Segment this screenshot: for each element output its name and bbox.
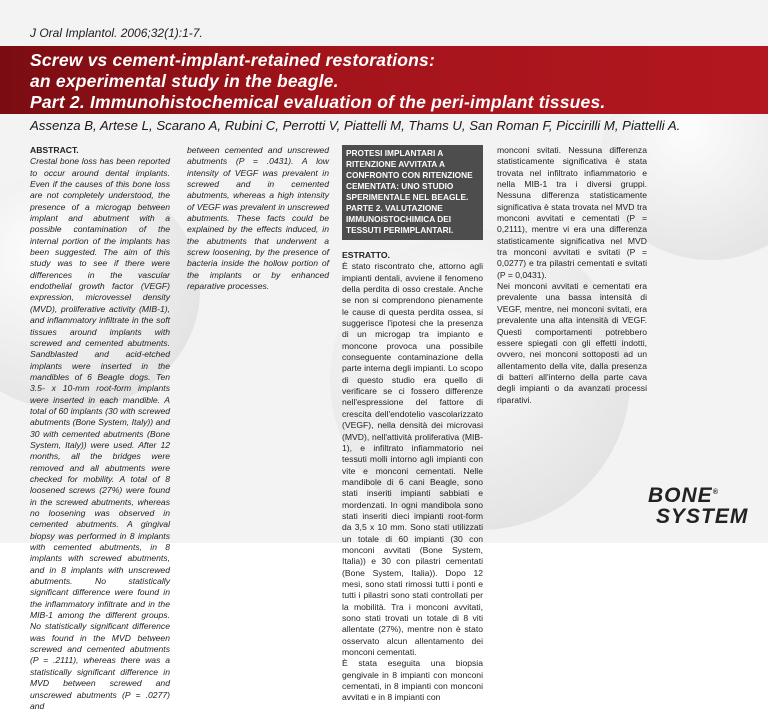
registered-mark: ® [712, 489, 719, 496]
article-title-line-3: Part 2. Immunohistochemical evaluation of the peri-implant tissues. [30, 92, 606, 112]
abstract-heading: ABSTRACT. [30, 145, 79, 155]
italian-title-box: PROTESI IMPLANTARI A RITENZIONE AVVITATA A CONFRONTO CON RITENZIONE CEMENTATA: UNO STUDIO SPERIMENTALE NEL BEAGLE. PARTE 2. VALUTAZIONE IMMUNOISTOCHIMICA DEI TESSUTI PERIMPLANTARI. [342, 145, 483, 240]
abstract-column-2 [187, 145, 329, 292]
italian-column-1 [342, 145, 483, 704]
italian-heading: ESTRATTO. [342, 250, 390, 260]
italian-column-2 [497, 145, 647, 406]
italian-paragraph-1: È stato riscontrato che, attorno agli impianti dentali, avviene il fenomeno della perdita di osso crestale. Anche se non si comprendono pienamente le cause di questa perdita ossea, si suggerisce l'ipotesi che la presenza di un microgap tra impianto e moncone provoca una possibile conseguente contaminazione della parte interna degli impianti. Lo scopo di questo studio era quello di verificare se ci fossero differenze nell'espressione del fattore di crescita dell'endotelio vascolarizzato (VEGF), nella densità dei microvasi (MVD), nell'attività proliferativa (MIB-1), e infiltrato infiammatorio nei tessuti molli intorno agli impianti con vite e monconi cementati. Nelle mandibole di 6 cani Beagle, sono stati inseriti impianti sabbiati e mordenzati. In ogni mandibola sono stati inseriti dieci impianti root-form da 3,5 x 10 mm. Sono stati utilizzati un totale di 60 impianti (30 con monconi avvitati (Bone System, Italia)) e 30 con pilastri cementati (Bone System, Italia)). Dopo 12 mesi, sono stati rimossi tutti i ponti e tutti i pilastri sono stati controllati per la mobilità. Tra i monconi avvitati, sono stati trovati un totale di 8 viti allentate (27%), mentre non è stato osservato alcun allentamento dei monconi cementati. [342, 261, 483, 658]
article-title-line-1: Screw vs cement-implant-retained restorations: [30, 50, 436, 70]
abstract-column-1 [30, 145, 170, 712]
abstract-text-1: Crestal bone loss has been reported to occur around dental implants. Even if the causes of this bone loss are not completely understood, the presence of a microgap between implant and abutment with a possible contamination of the internal portion of the implants has been suggested. The aim of this study was to see if there were differences in the vascular endothelial growth factor (VEGF) expression, microvessel density (MVD), proliferative activity (MIB-1), and inflammatory infiltrate in the soft tissues around implants with screwed and cemented abutments. Sandblasted and acid-etched implants were inserted in the mandibles of 6 Beagle dogs. Ten 3.5- x 10-mm root-form implants were inserted in each mandible. A total of 60 implants (30 with screwed abutments (Bone System, Italy)) and 30 with cemented abutments (Bone System, Italy)) were used. After 12 months, all the bridges were removed and all abutments were checked for mobility. A total of 8 loosened screws (27%) were found in the screwed abutments, whereas no loosening was observed in cemented abutments. A gingival biopsy was performed in 8 implants with cemented abutments, in 8 implants with screwed abutments, and in 8 implants with unscrewed abutments. No statistically significant difference were found in the inflammatory infiltrate and in the MIB-1 among the different groups. No statistically significant difference was found in the MVD between screwed and cemented abutments (P = .2111), whereas there was a statistically significant difference in MVD between screwed and unscrewed abutments (P = .0277) and [30, 156, 170, 711]
author-list: Assenza B, Artese L, Scarano A, Rubini C, Perrotti V, Piattelli M, Thams U, San Roman F, Piccirilli M, Piattelli A. [30, 118, 681, 133]
article-title-line-2: an experimental study in the beagle. [30, 71, 339, 91]
logo-word-bone: BONE [648, 484, 713, 507]
title-band [0, 46, 768, 114]
logo-word-system: SYSTEM [656, 505, 749, 528]
abstract-text-2: between cemented and unscrewed abutments (P = .0431). A low intensity of VEGF was prevalent in screwed and in cemented abutments, whereas a high intensity of VEGF was prevalent in unscrewed abutments. These facts could be explained by the effects induced, in the abutments that underwent a screw loosening, by the presence of bacteria inside the hollow portion of the implants or by enhanced reparative processes. [187, 145, 329, 292]
italian-paragraph-3: monconi svitati. Nessuna differenza statisticamente significativa è stata trovata nel infiltrato infiammatorio e nella MIB-1 tra i diversi gruppi. Nessuna differenza statisticamente significativa è stata trovata nel MVD tra monconi avvitati e cementati (P = 0,2111), mentre vi era una differenza statisticamente significativa nel MVD tra monconi avvitati e svitati (P = 0,0277) e tra pilastri cementati e svitati (P = 0,0431). [497, 145, 647, 280]
italian-paragraph-2: È stata eseguita una biopsia gengivale in 8 impianti con monconi cementati, in 8 impianti con monconi avvitati e in 8 impianti con [342, 658, 483, 703]
bone-system-logo [648, 482, 749, 530]
italian-paragraph-4: Nei monconi avvitati e cementati era prevalente una bassa intensità di VEGF, mentre, nei monconi svitati, era prevalente una alta intensità di VEGF. Questi comportamenti potrebbero essere spiegati con gli effetti indotti, ovvero, nei monconi sottoposti ad un allentamento della vite, dalla presenza di batteri all'interno della parte cava degli impianti o da avanzati processi riparativi. [497, 281, 647, 405]
journal-citation: J Oral Implantol. 2006;32(1):1-7. [30, 26, 203, 40]
